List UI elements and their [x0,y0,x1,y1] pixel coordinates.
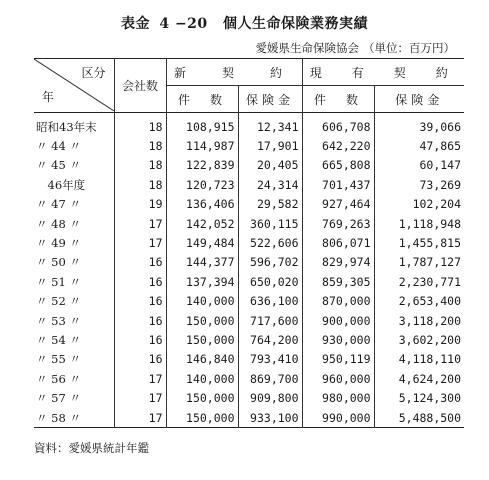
cell-year: 〃 47 〃 [36,197,81,212]
cell-existing-count: 642,220 [302,136,374,155]
cell-existing-amount: 102,204 [374,195,464,214]
cell-year: 〃 56 〃 [36,371,81,386]
cell-existing-amount: 2,653,400 [374,292,464,311]
cell-new-amount: 909,800 [238,388,302,407]
header-new-count: 件 数 [166,86,238,113]
cell-new-count: 137,394 [166,272,238,291]
cell-existing-count: 829,974 [302,253,374,272]
cell-companies: 18 [114,175,166,194]
table-title [0,13,489,33]
cell-new-count: 122,839 [166,156,238,175]
table-row [34,311,464,330]
cell-year: 〃 45 〃 [36,158,81,173]
cell-new-count: 120,723 [166,175,238,194]
cell-year: 〃 50 〃 [36,255,81,270]
cell-year: 〃 57 〃 [36,391,81,406]
cell-year: 〃 58 〃 [36,410,81,425]
cell-existing-amount: 2,230,771 [374,272,464,291]
cell-existing-amount: 60,147 [374,156,464,175]
table-row [34,113,464,137]
source-org-line [256,40,456,56]
title-number: 4 −20 [159,16,208,32]
insurance-table [34,58,464,428]
table-row [34,292,464,311]
cell-new-count: 146,840 [166,350,238,369]
cell-year: 〃 53 〃 [36,313,81,328]
cell-companies: 16 [114,253,166,272]
cell-year: 46年度 [36,177,86,192]
cell-year: 〃 54 〃 [36,332,81,347]
header-new-contracts: 新 契 約 [166,59,302,86]
table-row [34,369,464,388]
cell-companies: 16 [114,311,166,330]
cell-new-count: 150,000 [166,388,238,407]
cell-year: 〃 48 〃 [36,216,81,231]
cell-companies: 18 [114,136,166,155]
cell-companies: 16 [114,272,166,291]
table-row [34,156,464,175]
cell-new-amount: 20,405 [238,156,302,175]
cell-new-amount: 596,702 [238,253,302,272]
cell-new-count: 142,052 [166,214,238,233]
cell-existing-amount: 4,118,110 [374,350,464,369]
cell-new-amount: 793,410 [238,350,302,369]
cell-new-count: 150,000 [166,311,238,330]
cell-existing-amount: 4,624,200 [374,369,464,388]
cell-existing-count: 930,000 [302,330,374,349]
cell-new-count: 108,915 [166,113,238,137]
cell-existing-count: 665,808 [302,156,374,175]
cell-existing-count: 960,000 [302,369,374,388]
cell-existing-count: 859,305 [302,272,374,291]
unit-label: （単位：百万円） [363,41,455,55]
cell-year: 〃 51 〃 [36,274,81,289]
table-row [34,408,464,428]
cell-new-amount: 12,341 [238,113,302,137]
cell-year: 昭和43年末 [36,119,97,134]
cell-existing-amount: 1,455,815 [374,233,464,252]
cell-new-count: 140,000 [166,369,238,388]
table-row [34,175,464,194]
table-row [34,253,464,272]
table-row [34,388,464,407]
cell-new-amount: 717,600 [238,311,302,330]
cell-new-amount: 17,901 [238,136,302,155]
title-text: 個人生命保険業務実績 [223,16,369,32]
cell-existing-count: 606,708 [302,113,374,137]
header-year-label: 年 [42,90,55,104]
cell-new-amount: 24,314 [238,175,302,194]
cell-existing-amount: 47,865 [374,136,464,155]
cell-new-amount: 869,700 [238,369,302,388]
cell-existing-amount: 73,269 [374,175,464,194]
cell-new-amount: 764,200 [238,330,302,349]
cell-existing-amount: 3,118,200 [374,311,464,330]
cell-new-amount: 29,582 [238,195,302,214]
cell-new-amount: 636,100 [238,292,302,311]
cell-existing-count: 701,437 [302,175,374,194]
cell-companies: 16 [114,330,166,349]
cell-existing-amount: 5,124,300 [374,388,464,407]
table-row [34,350,464,369]
cell-new-count: 150,000 [166,408,238,428]
title-label: 表金 [120,16,150,32]
header-companies: 会社数 [114,59,166,113]
table-row [34,214,464,233]
footnote-source: 資料：愛媛県統計年鑑 [34,441,149,455]
cell-new-count: 144,377 [166,253,238,272]
cell-companies: 17 [114,214,166,233]
cell-new-amount: 933,100 [238,408,302,428]
cell-year: 〃 52 〃 [36,294,81,309]
cell-new-count: 136,406 [166,195,238,214]
header-existing-amount: 保険金 [374,86,464,113]
cell-companies: 17 [114,369,166,388]
cell-existing-amount: 5,488,500 [374,408,464,428]
cell-existing-amount: 1,787,127 [374,253,464,272]
cell-year: 〃 44 〃 [36,139,81,154]
cell-companies: 19 [114,195,166,214]
cell-new-amount: 522,606 [238,233,302,252]
cell-companies: 17 [114,388,166,407]
cell-new-amount: 360,115 [238,214,302,233]
cell-existing-amount: 39,066 [374,113,464,137]
cell-existing-amount: 1,118,948 [374,214,464,233]
cell-companies: 17 [114,408,166,428]
cell-existing-count: 870,000 [302,292,374,311]
table-row [34,233,464,252]
cell-companies: 18 [114,156,166,175]
source-org: 愛媛県生命保険協会 [255,41,359,55]
cell-existing-count: 900,000 [302,311,374,330]
table-row [34,136,464,155]
cell-companies: 16 [114,292,166,311]
cell-year: 〃 49 〃 [36,236,81,251]
cell-existing-count: 927,464 [302,195,374,214]
cell-existing-count: 990,000 [302,408,374,428]
cell-existing-count: 950,119 [302,350,374,369]
header-existing-count: 件 数 [302,86,374,113]
cell-companies: 17 [114,233,166,252]
header-section-label: 区分 [81,66,106,80]
header-new-amount: 保険金 [238,86,302,113]
cell-existing-count: 980,000 [302,388,374,407]
header-corner [34,59,114,113]
cell-companies: 16 [114,350,166,369]
cell-existing-count: 769,263 [302,214,374,233]
cell-year: 〃 55 〃 [36,352,81,367]
cell-new-count: 114,987 [166,136,238,155]
cell-existing-count: 806,071 [302,233,374,252]
cell-companies: 18 [114,113,166,137]
cell-new-count: 140,000 [166,292,238,311]
table-row [34,195,464,214]
table-row [34,272,464,291]
cell-new-count: 150,000 [166,330,238,349]
table-row [34,330,464,349]
cell-new-count: 149,484 [166,233,238,252]
cell-existing-amount: 3,602,200 [374,330,464,349]
header-existing-contracts: 現 有 契 約 [302,59,464,86]
cell-new-amount: 650,020 [238,272,302,291]
